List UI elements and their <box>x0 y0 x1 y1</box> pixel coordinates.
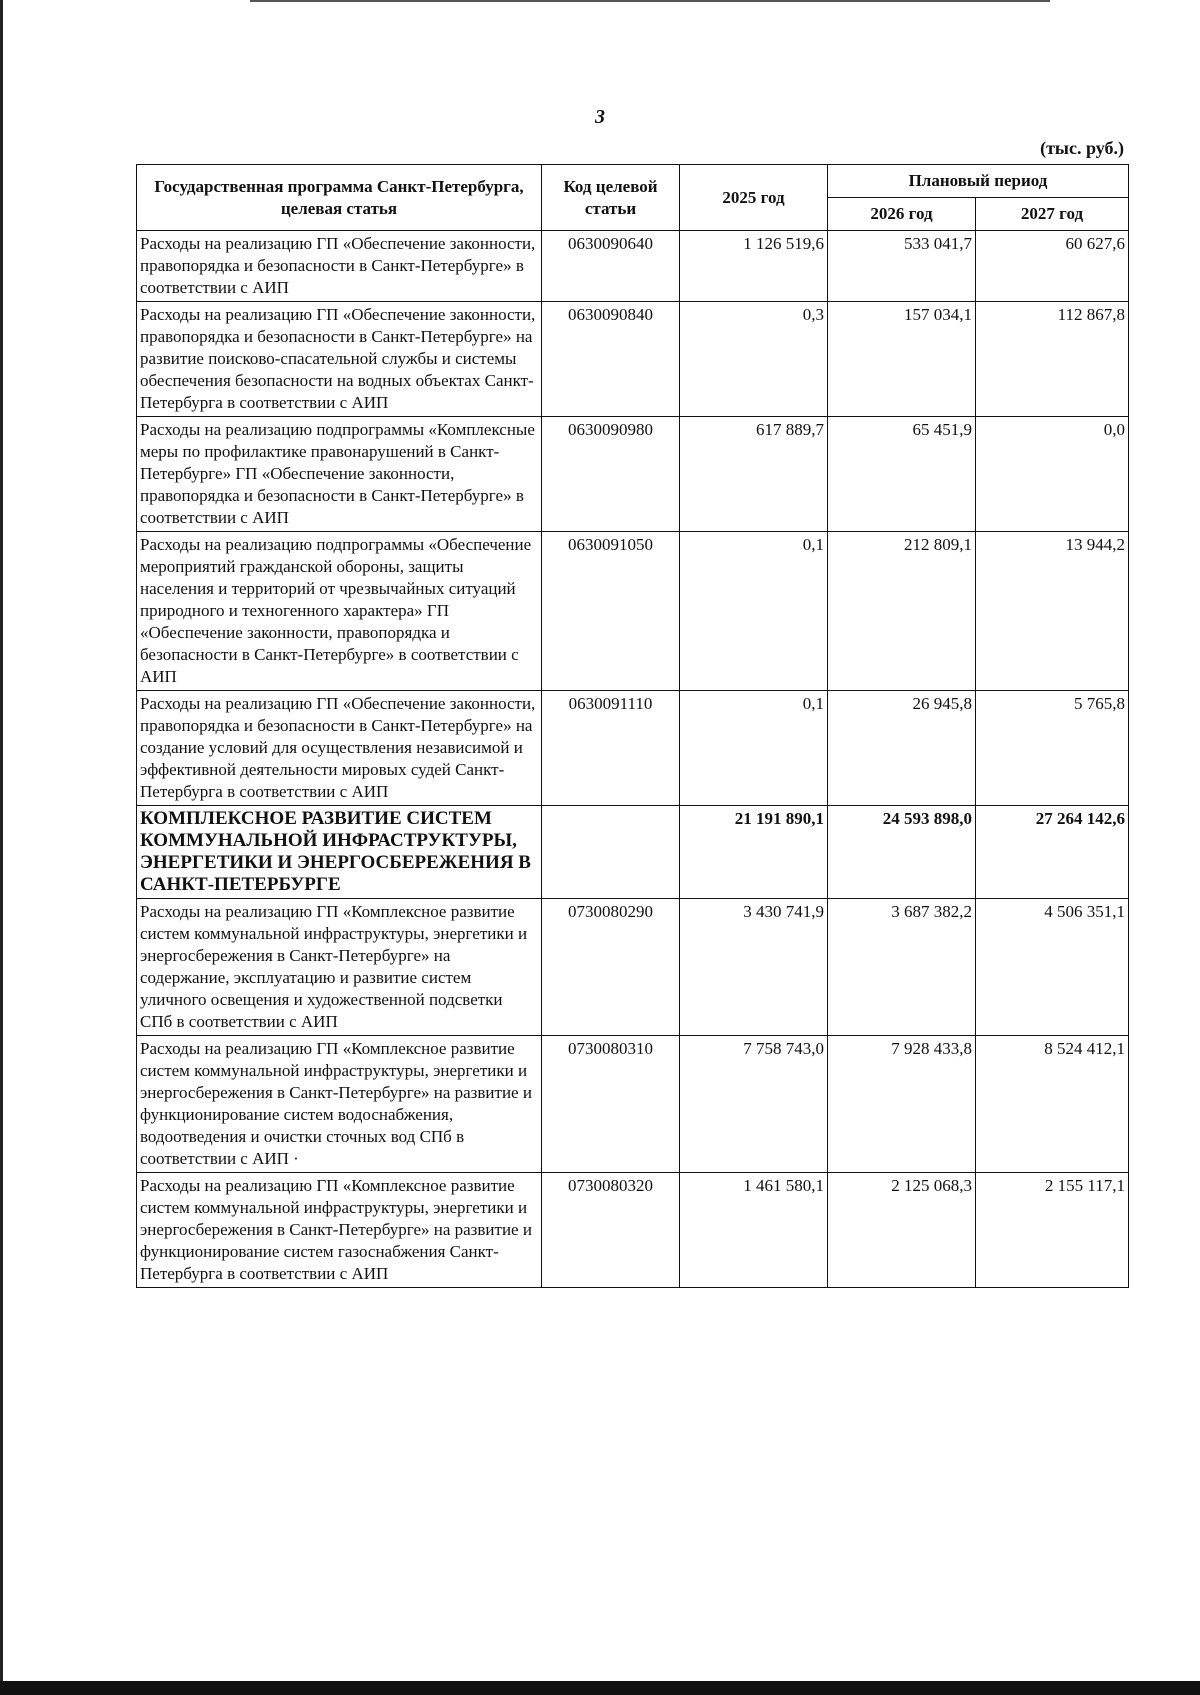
row-code: 0730080320 <box>542 1173 680 1288</box>
section-row <box>137 806 1129 899</box>
row-value-2025: 7 758 743,0 <box>680 1036 828 1173</box>
table-row <box>137 231 1129 302</box>
row-value-2027: 8 524 412,1 <box>976 1036 1129 1173</box>
page-number: 3 <box>595 106 605 128</box>
header-2025: 2025 год <box>680 165 828 231</box>
table-row <box>137 691 1129 806</box>
row-value-2025: 617 889,7 <box>680 417 828 532</box>
row-code: 0630090840 <box>542 302 680 417</box>
row-value-2025: 0,3 <box>680 302 828 417</box>
row-code: 0630091050 <box>542 532 680 691</box>
row-description: Расходы на реализацию ГП «Обеспечение законности, правопорядка и безопасности в Санкт-Петербурге» на развитие поисково-спасательной службы и системы обеспечения безопасности на водных объектах Санкт-Петербурга в соответствии с АИП <box>137 302 542 417</box>
row-value-2027: 0,0 <box>976 417 1129 532</box>
table-body <box>137 231 1129 1288</box>
row-value-2026: 533 041,7 <box>828 231 976 302</box>
row-value-2025: 1 461 580,1 <box>680 1173 828 1288</box>
row-code: 0630091110 <box>542 691 680 806</box>
table-row <box>137 417 1129 532</box>
row-description: КОМПЛЕКСНОЕ РАЗВИТИЕ СИСТЕМ КОММУНАЛЬНОЙ ИНФРАСТРУКТУРЫ, ЭНЕРГЕТИКИ И ЭНЕРГОСБЕРЕЖЕНИЯ В САНКТ-ПЕТЕРБУРГЕ <box>137 806 542 899</box>
table-row <box>137 302 1129 417</box>
row-value-2026: 65 451,9 <box>828 417 976 532</box>
row-value-2026: 7 928 433,8 <box>828 1036 976 1173</box>
budget-table <box>136 164 1129 1288</box>
scan-left-edge <box>0 0 3 1695</box>
row-value-2025: 0,1 <box>680 691 828 806</box>
row-description: Расходы на реализацию подпрограммы «Обеспечение мероприятий гражданской обороны, защиты населения и территорий от чрезвычайных ситуаций природного и техногенного характера» ГП «Обеспечение законности, правопорядка и безопасности в Санкт-Петербурге» в соответствии с АИП <box>137 532 542 691</box>
row-value-2026: 2 125 068,3 <box>828 1173 976 1288</box>
row-value-2027: 112 867,8 <box>976 302 1129 417</box>
row-code <box>542 806 680 899</box>
row-description: Расходы на реализацию ГП «Обеспечение законности, правопорядка и безопасности в Санкт-Петербурге» на создание условий для осуществления независимой и эффективной деятельности мировых судей Санкт-Петербурга в соответствии с АИП <box>137 691 542 806</box>
row-description: Расходы на реализацию ГП «Комплексное развитие систем коммунальной инфраструктуры, энергетики и энергосбережения в Санкт-Петербурге» на содержание, эксплуатацию и развитие систем уличного освещения и художественной подсветки СПб в соответствии с АИП <box>137 899 542 1036</box>
header-planned-period: Плановый период <box>828 165 1129 198</box>
scan-bottom-edge <box>0 1681 1200 1695</box>
row-value-2027: 5 765,8 <box>976 691 1129 806</box>
row-value-2027: 2 155 117,1 <box>976 1173 1129 1288</box>
row-value-2025: 21 191 890,1 <box>680 806 828 899</box>
units-label: (тыс. руб.) <box>1040 138 1124 158</box>
row-description: Расходы на реализацию ГП «Комплексное развитие систем коммунальной инфраструктуры, энергетики и энергосбережения в Санкт-Петербурге» на развитие и функционирование систем газоснабжения Санкт-Петербурга в соответствии с АИП <box>137 1173 542 1288</box>
scan-top-edge <box>250 0 1050 2</box>
row-value-2027: 60 627,6 <box>976 231 1129 302</box>
header-code: Код целевой статьи <box>542 165 680 231</box>
row-value-2026: 3 687 382,2 <box>828 899 976 1036</box>
header-2026: 2026 год <box>828 198 976 231</box>
row-value-2025: 3 430 741,9 <box>680 899 828 1036</box>
row-value-2026: 26 945,8 <box>828 691 976 806</box>
header-program: Государственная программа Санкт-Петербурга, целевая статья <box>137 165 542 231</box>
row-value-2026: 157 034,1 <box>828 302 976 417</box>
row-code: 0730080310 <box>542 1036 680 1173</box>
row-value-2026: 212 809,1 <box>828 532 976 691</box>
row-value-2027: 27 264 142,6 <box>976 806 1129 899</box>
table-row <box>137 899 1129 1036</box>
table-row <box>137 1036 1129 1173</box>
row-value-2027: 13 944,2 <box>976 532 1129 691</box>
row-description: Расходы на реализацию ГП «Комплексное развитие систем коммунальной инфраструктуры, энергетики и энергосбережения в Санкт-Петербурге» на развитие и функционирование систем водоснабжения, водоотведения и очистки сточных вод СПб в соответствии с АИП · <box>137 1036 542 1173</box>
row-value-2027: 4 506 351,1 <box>976 899 1129 1036</box>
row-value-2025: 0,1 <box>680 532 828 691</box>
row-code: 0630090980 <box>542 417 680 532</box>
header-2027: 2027 год <box>976 198 1129 231</box>
row-description: Расходы на реализацию ГП «Обеспечение законности, правопорядка и безопасности в Санкт-Петербурге» в соответствии с АИП <box>137 231 542 302</box>
table-header-row <box>137 165 1129 198</box>
row-description: Расходы на реализацию подпрограммы «Комплексные меры по профилактике правонарушений в Санкт-Петербурге» ГП «Обеспечение законности, правопорядка и безопасности в Санкт-Петербурге» в соответствии с АИП <box>137 417 542 532</box>
table-row <box>137 1173 1129 1288</box>
row-value-2025: 1 126 519,6 <box>680 231 828 302</box>
row-code: 0630090640 <box>542 231 680 302</box>
row-code: 0730080290 <box>542 899 680 1036</box>
table-row <box>137 532 1129 691</box>
row-value-2026: 24 593 898,0 <box>828 806 976 899</box>
